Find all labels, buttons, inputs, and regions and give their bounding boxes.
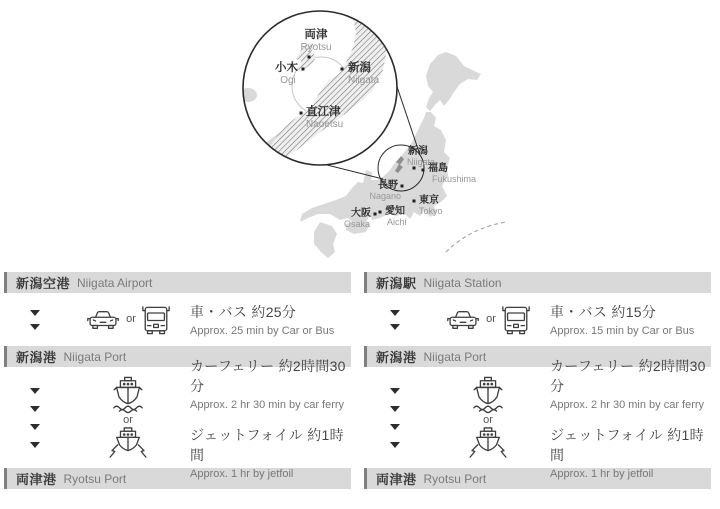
main-label-nagano-en: Nagano [369, 191, 401, 201]
down-arrow-icon [30, 442, 40, 448]
node-label-en: Niigata Port [423, 349, 487, 364]
dot-ogi [302, 68, 305, 71]
down-arrow-icon [30, 324, 40, 330]
car-ferry-icon [107, 376, 149, 414]
leg-text-en: Approx. 1 hr by jetfoil [190, 467, 294, 480]
node-label-en: Ryotsu Port [423, 471, 487, 486]
or-label: or [486, 313, 496, 325]
node-niigata-airport [4, 272, 351, 293]
inset-label-niigata-en: Niigata [348, 75, 380, 86]
inset-label-niigata-ja: 新潟 [348, 62, 371, 74]
leg-text-ja: ジェットフォイル 約1時間 [190, 426, 344, 463]
vehicle-icons [66, 304, 190, 336]
node-label-ja: 新潟駅 [376, 276, 417, 291]
node-label-en: Niigata Port [63, 349, 127, 364]
node-label-ja: 新潟港 [376, 350, 417, 365]
leg-description [190, 425, 351, 480]
inset-label-ryotsu-ja: 両津 [304, 29, 328, 41]
dot-naoetsu [300, 112, 303, 115]
or-label: or [483, 414, 493, 426]
leg-text-en: Approx. 1 hr by jetfoil [550, 467, 654, 480]
route-arrows [364, 388, 426, 448]
dot-niigata-inset [341, 68, 344, 71]
vehicle-icons [426, 304, 550, 336]
node-label-en: Ryotsu Port [63, 471, 127, 486]
leg-descriptions [550, 356, 711, 480]
down-arrow-icon [30, 406, 40, 412]
leg-car-bus [4, 293, 351, 346]
leg-text-en: Approx. 2 hr 30 min by car ferry [550, 398, 705, 411]
inset-coast-blob [239, 88, 257, 102]
leg-description [550, 425, 711, 480]
leg-descriptions [190, 356, 351, 480]
down-arrow-icon [390, 388, 400, 394]
inset-label-ogi-en: Ogi [280, 75, 296, 86]
leg-text-ja: ジェットフォイル 約1時間 [550, 426, 704, 463]
leg-description [190, 302, 334, 337]
down-arrow-icon [390, 406, 400, 412]
dot-fukushima [422, 169, 425, 172]
down-arrow-icon [30, 388, 40, 394]
node-niigata-station [364, 272, 711, 293]
access-routes-panel [4, 272, 716, 489]
down-arrow-icon [390, 324, 400, 330]
car-icon [85, 308, 121, 332]
dot-osaka [374, 213, 377, 216]
main-label-fukushima-ja: 福島 [428, 163, 448, 174]
vessel-icons [426, 376, 550, 459]
node-label-ja: 両津港 [376, 472, 417, 487]
leg-description [550, 302, 694, 337]
inset-label-ryotsu-en: Ryotsu [300, 42, 332, 53]
main-label-tokyo-en: Tokyo [419, 206, 443, 216]
hokkaido-shape [426, 52, 481, 111]
leg-text-en: Approx. 25 min by Car or Bus [190, 325, 335, 337]
bus-icon [501, 304, 531, 336]
leg-car-bus [364, 293, 711, 346]
node-label-en: Niigata Station [423, 275, 502, 290]
or-label: or [123, 414, 133, 426]
bus-icon [141, 304, 171, 336]
leg-text-ja: カーフェリー 約2時間30分 [550, 357, 706, 394]
dot-ryotsu [308, 56, 311, 59]
main-label-nagano-ja: 長野 [378, 180, 398, 191]
route-arrows [4, 310, 66, 330]
main-label-niigata-ja: 新潟 [408, 146, 428, 157]
main-label-aichi-ja: 愛知 [385, 206, 405, 217]
leg-text-ja: 車・バス 約25分 [190, 304, 297, 320]
route-column-airport [4, 272, 351, 489]
car-ferry-icon [467, 376, 509, 414]
kyushu-shape [314, 222, 337, 258]
leg-description [550, 356, 711, 411]
down-arrow-icon [390, 442, 400, 448]
inset-label-ogi-ja: 小木 [275, 62, 298, 74]
node-label-en: Niigata Airport [77, 275, 153, 290]
leg-text-ja: カーフェリー 約2時間30分 [190, 357, 346, 394]
leg-text-ja: 車・バス 約15分 [550, 304, 657, 320]
inset-label-naoetsu-en: Naoetsu [306, 119, 344, 130]
or-label: or [126, 313, 136, 325]
dot-aichi [379, 211, 382, 214]
main-label-osaka-en: Osaka [343, 219, 370, 229]
jetfoil-icon [465, 427, 511, 459]
down-arrow-icon [30, 310, 40, 316]
main-label-osaka-ja: 大阪 [351, 208, 371, 219]
dot-nagano [401, 185, 404, 188]
down-arrow-icon [390, 424, 400, 430]
leg-text-en: Approx. 2 hr 30 min by car ferry [190, 398, 345, 411]
okinawa-boundary-dashes [446, 222, 506, 252]
route-arrows [364, 310, 426, 330]
main-label-tokyo-ja: 東京 [419, 195, 439, 206]
main-label-aichi-en: Aichi [387, 217, 407, 227]
node-label-ja: 新潟港 [16, 350, 57, 365]
node-label-ja: 新潟空港 [16, 276, 71, 291]
car-icon [445, 308, 481, 332]
dot-tokyo [413, 200, 416, 203]
main-label-niigata-en: Niigata [407, 157, 436, 167]
jetfoil-icon [105, 427, 151, 459]
route-arrows [4, 388, 66, 448]
down-arrow-icon [30, 424, 40, 430]
node-label-ja: 両津港 [16, 472, 57, 487]
leg-text-en: Approx. 15 min by Car or Bus [550, 325, 695, 337]
leg-description [190, 356, 351, 411]
down-arrow-icon [390, 310, 400, 316]
inset-label-naoetsu-ja: 直江津 [306, 106, 341, 118]
route-column-station [364, 272, 711, 489]
vessel-icons [66, 376, 190, 459]
main-label-fukushima-en: Fukushima [432, 174, 477, 184]
